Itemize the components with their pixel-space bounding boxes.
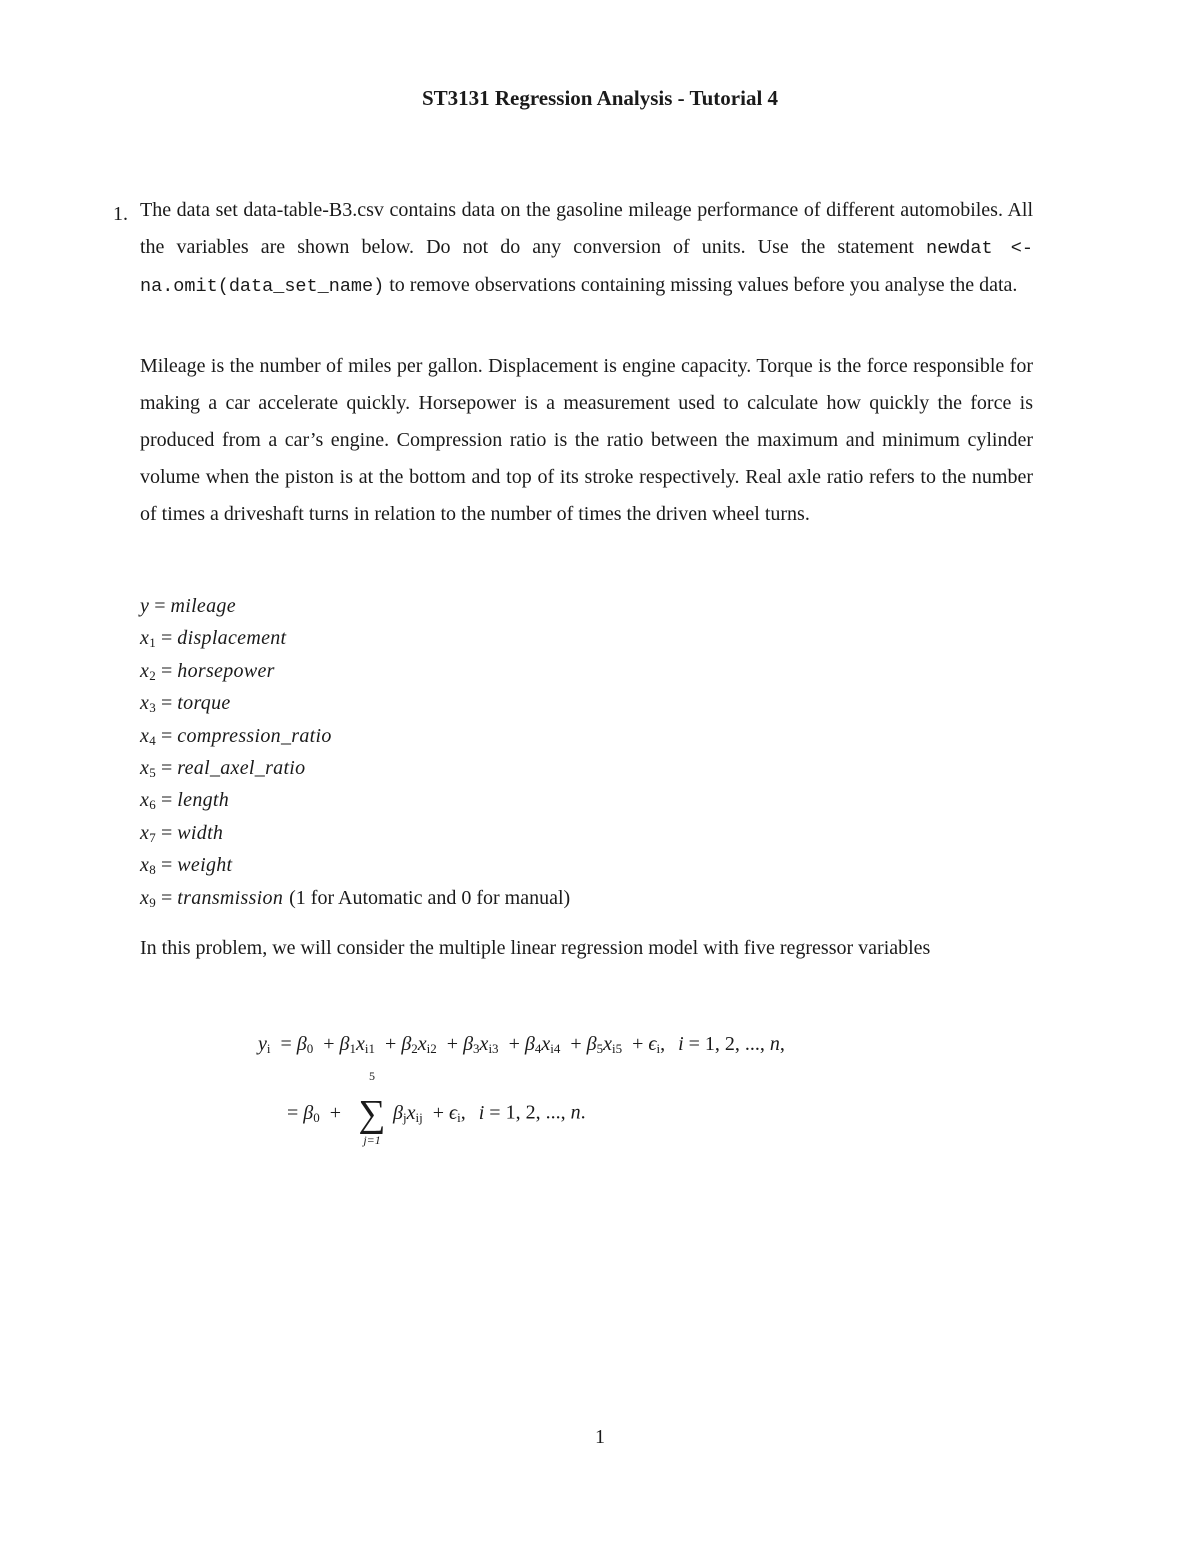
variable-symbol: $x_5$ (140, 756, 156, 780)
variable-definition: $x_2$ = horsepower (140, 659, 275, 683)
code-statement: newdat <- na.omit(data_set_name) (140, 238, 1033, 297)
variable-symbol: $x_2$ (140, 659, 156, 683)
page-number: 1 (595, 1426, 605, 1448)
eq1-lhs: $y_i$ (258, 1033, 271, 1056)
variable-definition: $x_1$ = displacement (140, 627, 287, 651)
variable-symbol: $x_8$ (140, 854, 156, 878)
sum-upper-limit: 5 (369, 1069, 376, 1083)
variable-definition: $x_6$ = length (140, 789, 230, 813)
variable-symbol: y (140, 595, 150, 617)
model-text: In this problem, we will consider the multiple linear regression model with five regressor variables (140, 937, 931, 959)
summation-sign: 5 ∑ j=1 (353, 1095, 391, 1133)
variable-definition: y = mileage (140, 595, 236, 617)
regression-equation-line1: $y_i = \beta_0 + \beta_1x_{i1} + \beta_2x_{i2} + \beta_3x_{i3} + \beta_4x_{i4} + \beta_5x_{i5} + \epsilon_i$, i = 1, 2, ..., n, (258, 1033, 785, 1056)
variable-symbol: $x_7$ (140, 821, 156, 845)
variable-definition: $x_4$ = compression_ratio (140, 724, 332, 748)
variable-symbol: $x_3$ (140, 692, 156, 716)
variable-name: mileage (170, 595, 236, 617)
variable-name: horsepower (177, 659, 275, 682)
variable-description: Mileage is the number of miles per gallon. Displacement is engine capacity. Torque is the force responsible for making a car accelerate quickly. Horsepower is a measurement used to calculate how quickly the force is produced from a car’s engine. Compression ratio is the ratio between the maximum and minimum cylinder volume when the piston is at the bottom and top of its stroke respectively. Real axle ratio refers to the number of times a driveshaft turns in relation to the number of times the driven wheel turns. (140, 355, 1033, 525)
variable-definition: $x_8$ = weight (140, 854, 233, 878)
variable-name: displacement (177, 627, 287, 650)
variable-definition: $x_5$ = real_axel_ratio (140, 756, 306, 780)
variable-name: length (177, 789, 230, 812)
intro-text-2: to remove observations containing missing values before you analyse the data. (384, 274, 1018, 296)
variable-definition: $x_3$ = torque (140, 692, 231, 716)
variable-name: compression_ratio (177, 724, 332, 747)
question-number: 1. (113, 203, 128, 225)
page-title: ST3131 Regression Analysis - Tutorial 4 (421, 86, 779, 110)
intro-text-1: The data set data-table-B3.csv contains data on the gasoline mileage performance of different automobiles. All the variables are shown below. Do not do any conversion of units. Use the statement (140, 199, 1033, 258)
variable-name: transmission (177, 886, 284, 909)
variable-name: real_axel_ratio (177, 756, 306, 779)
variable-symbol: $x_4$ (140, 724, 156, 748)
variable-symbol: $x_6$ (140, 789, 156, 813)
regression-equation-line2: = $\beta_0$ + 5 ∑ j=1 $\beta_jx_{ij} + \epsilon_i$, i = 1, 2, ..., n. (287, 1069, 586, 1147)
question-intro (140, 192, 1033, 305)
variable-name: weight (177, 854, 233, 877)
variable-note: (1 for Automatic and 0 for manual) (289, 886, 571, 909)
variable-name: torque (177, 692, 231, 715)
variable-definition: $x_7$ = width (140, 821, 224, 845)
variable-name: width (177, 821, 224, 844)
variable-definition: $x_9$ = transmission (1 for Automatic and 0 for manual) (140, 886, 571, 910)
sum-lower-limit: j=1 (363, 1133, 381, 1147)
variable-symbol: $x_1$ (140, 627, 156, 651)
variable-symbol: $x_9$ (140, 886, 156, 910)
variable-list (140, 590, 570, 914)
